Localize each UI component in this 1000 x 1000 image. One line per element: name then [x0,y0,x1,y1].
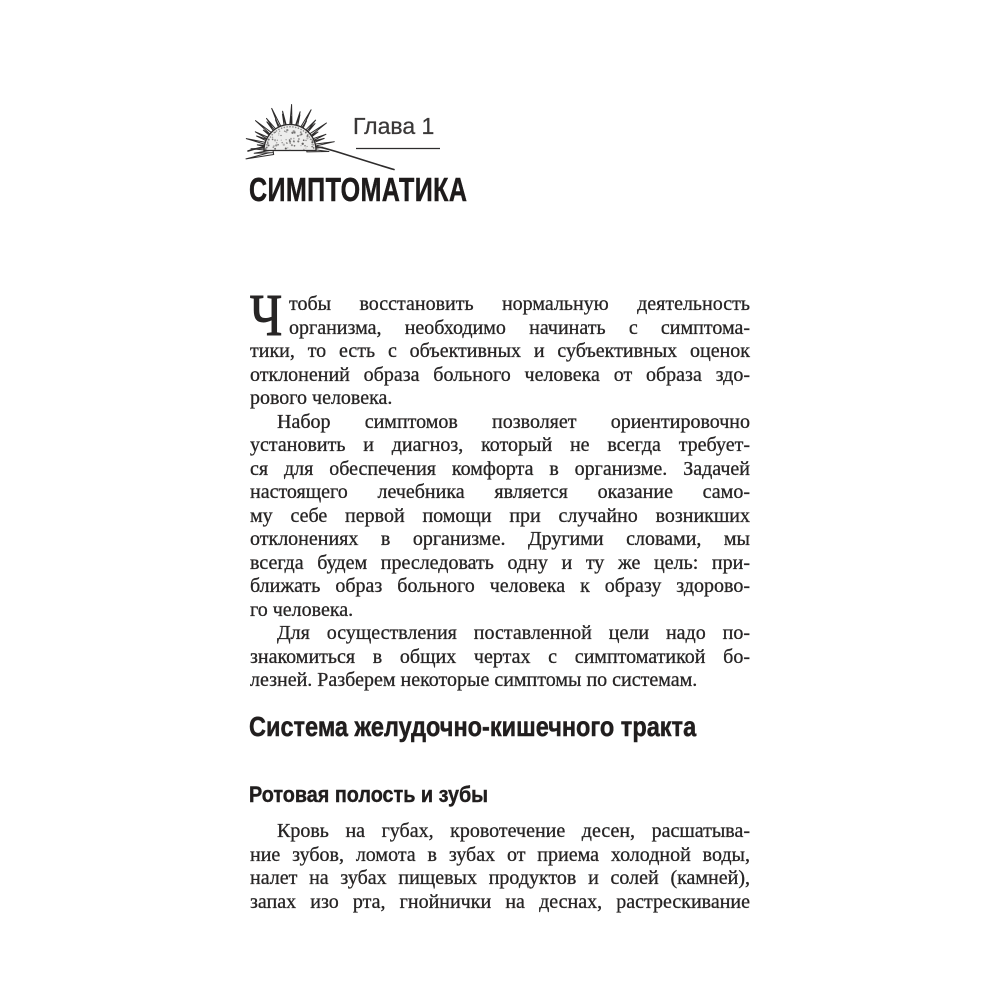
stipple-dot [311,146,313,148]
stipple-dot [292,126,294,128]
stipple-dot [306,146,307,147]
text-line: ся для обеспечения комфорта в организме. Задачей [250,457,750,480]
subsection-heading: Ротовая полость и зубы [249,782,489,807]
stipple-dot [277,140,278,141]
stipple-dot [268,139,270,141]
stipple-dot [300,129,302,131]
stipple-dot [275,144,277,146]
stipple-dot [304,145,306,147]
stipple-dot [283,144,285,146]
stipple-dot [285,131,286,132]
stipple-dot [289,140,291,142]
stipple-dot [300,131,302,133]
stipple-dot [281,140,282,141]
stipple-dot [284,127,286,129]
stipple-dot [307,134,309,136]
stipple-dot [291,144,293,146]
stipple-dot [295,127,297,129]
text-line: знакомиться в общих чертах с симптоматикой бо- [250,645,750,668]
text-line: рового человека. [250,387,393,409]
text-line: Набор симптомов позволяет ориентировочно [277,410,750,433]
stipple-dot [305,132,307,134]
stipple-dot [284,130,285,131]
text-line: го человека. [250,598,354,621]
text-line: всегда будем преследовать одну и ту же цель: при- [250,551,750,574]
stipple-dot [278,133,279,134]
stipple-dot [298,138,300,140]
text-line: установить и диагноз, который не всегда требует- [250,434,750,456]
stipple-dot [272,136,274,138]
stipple-dot [300,145,301,146]
paragraph [250,282,750,411]
stipple-dot [286,129,288,131]
stipple-dot [297,140,299,142]
stipple-dot [312,141,314,143]
stipple-dot [311,144,312,145]
text-line: отклонениях в организме. Другими словами, мы [250,528,750,550]
stipple-dot [286,142,287,143]
stipple-dot [294,132,296,134]
stipple-dot [310,139,312,141]
stipple-dot [313,147,315,149]
stipple-dot [286,139,287,140]
stipple-dot [303,149,304,150]
stipple-dot [273,132,275,134]
stipple-dot [281,127,283,129]
stipple-dot [287,147,288,148]
stipple-dot [302,143,304,145]
stipple-dot [271,134,273,136]
text-line: ближать образ больного человека к образу здорово- [250,575,750,597]
stipple-dot [278,134,279,135]
paragraph [250,411,750,623]
text-line: лезней. Разберем некоторые симптомы по системам. [250,669,698,691]
chapter-label: Глава 1 [353,113,435,139]
text-line: отклонений образа больного человека от образа здо- [250,363,750,386]
stipple-dot [279,131,280,132]
stipple-dot [305,148,306,149]
stipple-dot [312,139,314,141]
stipple-dot [293,140,295,142]
stipple-dot [294,145,296,147]
section-heading: Система желудочно-кишечного тракта [249,711,697,742]
stipple-dot [267,141,269,143]
paragraph [250,622,750,693]
stipple-dot [289,142,291,144]
stipple-dot [280,135,281,136]
stipple-dot [270,136,272,138]
stipple-dot [303,139,305,141]
stipple-dot [305,140,307,142]
text-line: тики, то есть с объективных и субъективных оценок [250,340,750,362]
text-line: му себе первой помощи при случайно возникших [250,504,750,527]
stipple-dot [273,145,275,147]
stipple-dot [278,129,280,131]
text-line: Кровь на губах, кровотечение десен, расшатыва- [277,820,750,842]
text-line: запах изо рта, гнойнички на деснах, растрескивание [250,890,750,913]
stipple-dot [266,147,268,149]
stipple-dot [268,144,270,146]
stipple-dot [300,133,302,135]
subsection-paragraphs [250,820,750,914]
page-title: СИМПТОМАТИКА [249,171,468,208]
stipple-dot [290,138,292,140]
text-line: настоящего лечебника является оказание само- [250,481,750,503]
stipple-dot [309,136,311,138]
stipple-dot [276,130,278,132]
stipple-dot [276,142,278,144]
stipple-dot [303,130,305,132]
stipple-dot [286,126,288,128]
paragraph [250,820,750,914]
stipple-dot [285,147,287,149]
stipple-dot [277,144,279,146]
text-line: тобы восстановить нормальную деятельность [289,293,750,315]
stipple-dot [274,139,276,141]
stipple-dot [266,144,268,146]
stipple-dot [274,148,276,150]
text-line: Для осуществления поставленной цели надо по- [277,622,750,644]
stipple-dot [306,137,308,139]
stipple-dot [272,139,274,141]
text-line: организма, необходимо начинать с симптома- [289,316,750,339]
stipple-dot [293,138,295,140]
stipple-dot [297,135,299,137]
text-line: ние зубов, ломота в зубах от приема холодной воды, [250,843,750,866]
stipple-dot [312,144,314,146]
stipple-dot [281,142,283,144]
intro-paragraphs [250,282,750,693]
stipple-dot [293,130,295,132]
drop-cap: Ч [250,282,283,348]
stipple-dot [298,127,300,129]
stipple-dot [291,132,293,134]
text-line: налет на зубах пищевых продуктов и солей (камней), [250,867,750,889]
stipple-dot [289,126,291,128]
